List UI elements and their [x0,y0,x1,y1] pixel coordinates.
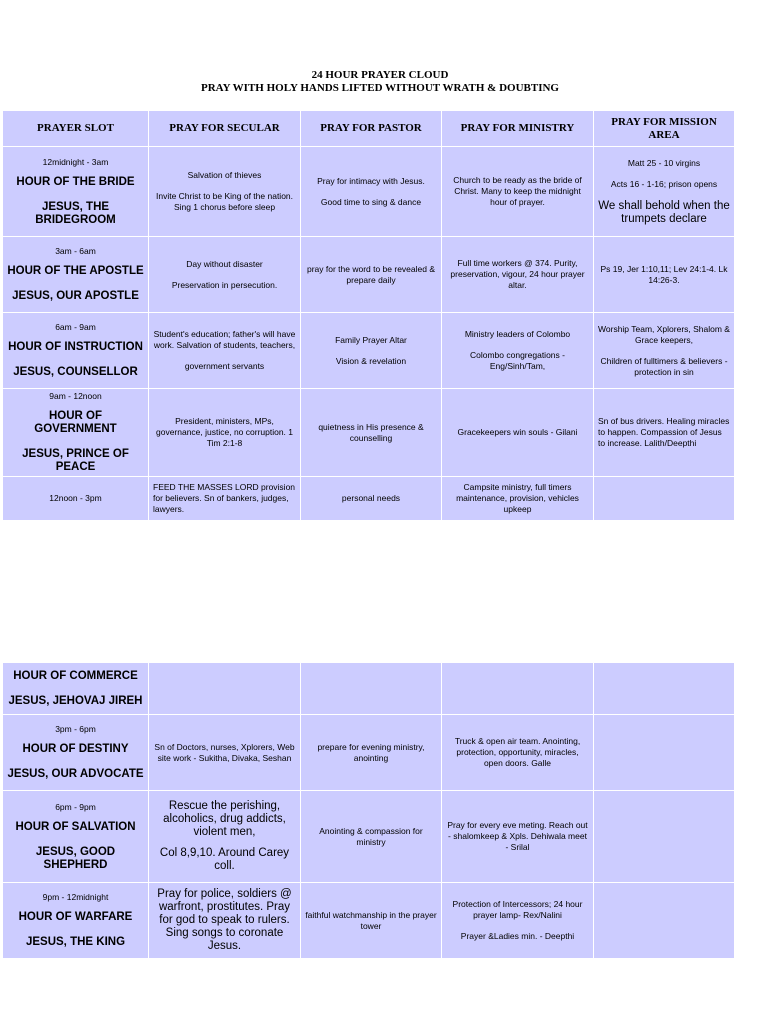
secular-text: Col 8,9,10. Around Carey coll. [159,847,290,872]
prayer-slot-cell [3,791,149,883]
secular-text: Sn of Doctors, nurses, Xplorers, Web site work - Sukitha, Divaka, Seshan [154,741,295,763]
header-row [3,111,735,147]
table-row [3,663,735,715]
ministry-text: Campsite ministry, full timers maintenance, provision, vehicles upkeep [456,482,579,514]
table-row [3,389,735,477]
prayer-slot-cell [3,663,149,715]
secular-text: Preservation in persecution. [171,279,278,290]
slot-time: 3pm - 6pm [55,724,96,734]
secular-text: Student's education; father's will have work. Salvation of students, teachers, [153,329,296,350]
secular-cell [149,237,301,313]
table-row [3,147,735,237]
pastor-cell [301,663,442,715]
pastor-text: personal needs [341,493,401,503]
mission-cell [594,791,735,883]
prayer-slot-cell [3,477,149,521]
header-ministry: PRAY FOR MINISTRY [442,111,594,147]
slot-jesus: JESUS, THE BRIDEGROOM [35,200,116,226]
ministry-cell [442,313,594,389]
slot-jesus: JESUS, COUNSELLOR [13,366,138,378]
mission-text: We shall behold when the trumpets declare [598,199,730,225]
pastor-text: Anointing & compassion for ministry [319,825,423,847]
ministry-cell [442,883,594,959]
slot-jesus: JESUS, OUR APOSTLE [12,290,139,302]
pastor-cell [301,147,442,237]
secular-text: Rescue the perishing, alcoholics, drug addicts, violent men, [163,800,286,838]
prayer-slot-cell [3,147,149,237]
mission-text: Ps 19, Jer 1:10,11; Lev 24:1-4. Lk 14:26-3. [600,263,728,285]
secular-text: Invite Christ to be King of the nation. Sing 1 chorus before sleep [155,191,294,212]
mission-cell [594,237,735,313]
slot-jesus: JESUS, JEHOVAJ JIREH [8,694,143,707]
slot-jesus: JESUS, THE KING [25,936,126,948]
prayer-slot-cell [3,237,149,313]
pastor-text: Pray for intimacy with Jesus. [317,175,425,186]
mission-text: Matt 25 - 10 virgins [627,157,701,168]
ministry-text: Truck & open air team. Anointing, protection, opportunity, miracles, open doors. Galle [454,736,581,768]
slot-hour: HOUR OF DESTINY [22,743,129,755]
ministry-text: Prayer &Ladies min. - Deepthi [460,931,575,941]
slot-time: 9pm - 12midnight [42,892,109,902]
pastor-text: faithful watchmanship in the prayer tower [305,909,437,931]
secular-cell [149,477,301,521]
mission-cell [594,477,735,521]
secular-text: FEED THE MASSES LORD provision for believers. Sn of bankers, judges, lawyers. [153,482,296,514]
ministry-cell [442,715,594,791]
pastor-text: prepare for evening ministry, anointing [317,741,425,763]
slot-time: 12noon - 3pm [49,493,102,503]
pastor-text: Good time to sing & dance [320,196,422,207]
ministry-cell [442,147,594,237]
table-row [3,883,735,959]
slot-jesus: JESUS, PRINCE OF PEACE [22,448,129,473]
slot-jesus: JESUS, OUR ADVOCATE [7,768,144,780]
slot-time: 6pm - 9pm [55,801,96,812]
mission-text: Acts 16 - 1-16; prison opens [610,178,718,189]
secular-cell [149,663,301,715]
table-row [3,791,735,883]
header-pastor: PRAY FOR PASTOR [301,111,442,147]
pastor-cell [301,477,442,521]
secular-text: President, ministers, MPs, governance, justice, no corruption. 1 Tim 2:1-8 [155,416,294,448]
ministry-cell [442,663,594,715]
mission-text: Sn of bus drivers. Healing miracles to happen. Compassion of Jesus to increase. Lalith/Deepthi [598,416,730,448]
pastor-cell [301,237,442,313]
slot-hour: HOUR OF SALVATION [15,820,136,833]
ministry-text: Ministry leaders of Colombo [464,329,571,339]
ministry-cell [442,791,594,883]
header-secular: PRAY FOR SECULAR [149,111,301,147]
secular-cell [149,147,301,237]
slot-hour: HOUR OF WARFARE [18,911,133,923]
mission-cell [594,663,735,715]
secular-cell [149,313,301,389]
table-row [3,477,735,521]
mission-cell [594,715,735,791]
ministry-cell [442,389,594,477]
secular-cell [149,791,301,883]
ministry-text: Church to be ready as the bride of Christ. Many to keep the midnight hour of prayer. [453,175,582,207]
pastor-text: pray for the word to be revealed & prepare daily [306,263,436,285]
mission-cell [594,147,735,237]
prayer-table-top [2,110,735,521]
ministry-text: Pray for every eve meting. Reach out - shalomkeep & Xpls. Dehiwala meet - Srilal [447,820,588,852]
pastor-cell [301,883,442,959]
ministry-text: Colombo congregations - Eng/Sinh/Tam, [470,350,565,371]
slot-hour: HOUR OF THE BRIDE [16,175,135,188]
slot-jesus: JESUS, GOOD SHEPHERD [35,845,116,871]
mission-text: Children of fulltimers & believers - protection in sin [600,355,728,377]
ministry-cell [442,237,594,313]
ministry-text: Full time workers @ 374. Purity, preservation, vigour, 24 hour prayer altar. [450,258,585,290]
slot-time: 6am - 9am [55,322,96,332]
secular-text: government servants [184,361,265,371]
prayer-slot-cell [3,883,149,959]
pastor-text: Vision & revelation [335,355,407,366]
table-row [3,237,735,313]
secular-text: Day without disaster [186,258,263,269]
slot-hour: HOUR OF GOVERNMENT [34,410,117,435]
pastor-cell [301,313,442,389]
secular-cell [149,389,301,477]
secular-text: Salvation of thieves [187,170,262,180]
prayer-slot-cell [3,313,149,389]
page-subtitle: PRAY WITH HOLY HANDS LIFTED WITHOUT WRATH & DOUBTING [201,82,559,94]
pastor-cell [301,389,442,477]
table-row [3,715,735,791]
slot-hour: HOUR OF COMMERCE [13,669,138,682]
pastor-cell [301,715,442,791]
slot-time: 12midnight - 3am [42,156,109,167]
header-mission: PRAY FOR MISSION AREA [594,111,735,147]
secular-text: Pray for police, soldiers @ warfront, prostitutes. Pray for god to speak to rulers. Sing songs to coronate Jesus. [157,888,292,952]
ministry-text: Protection of Intercessors; 24 hour prayer lamp- Rex/Nalini [452,899,583,920]
secular-cell [149,883,301,959]
pastor-text: Family Prayer Altar [335,334,407,345]
slot-hour: HOUR OF INSTRUCTION [8,341,143,353]
slot-hour: HOUR OF THE APOSTLE [7,265,144,277]
prayer-table-bottom [2,662,735,959]
prayer-slot-cell [3,389,149,477]
slot-time: 3am - 6am [55,246,96,256]
ministry-text: Gracekeepers win souls - Gilani [457,427,578,437]
header-prayer-slot: PRAYER SLOT [3,111,149,147]
mission-cell [594,313,735,389]
table-row [3,313,735,389]
mission-cell [594,883,735,959]
mission-cell [594,389,735,477]
secular-cell [149,715,301,791]
mission-text: Worship Team, Xplorers, Shalom & Grace keepers, [598,323,730,345]
page-title: 24 HOUR PRAYER CLOUD [311,69,449,81]
slot-time: 9am - 12noon [49,391,102,401]
pastor-cell [301,791,442,883]
pastor-text: quietness in His presence & counselling [318,421,424,443]
prayer-slot-cell [3,715,149,791]
ministry-cell [442,477,594,521]
